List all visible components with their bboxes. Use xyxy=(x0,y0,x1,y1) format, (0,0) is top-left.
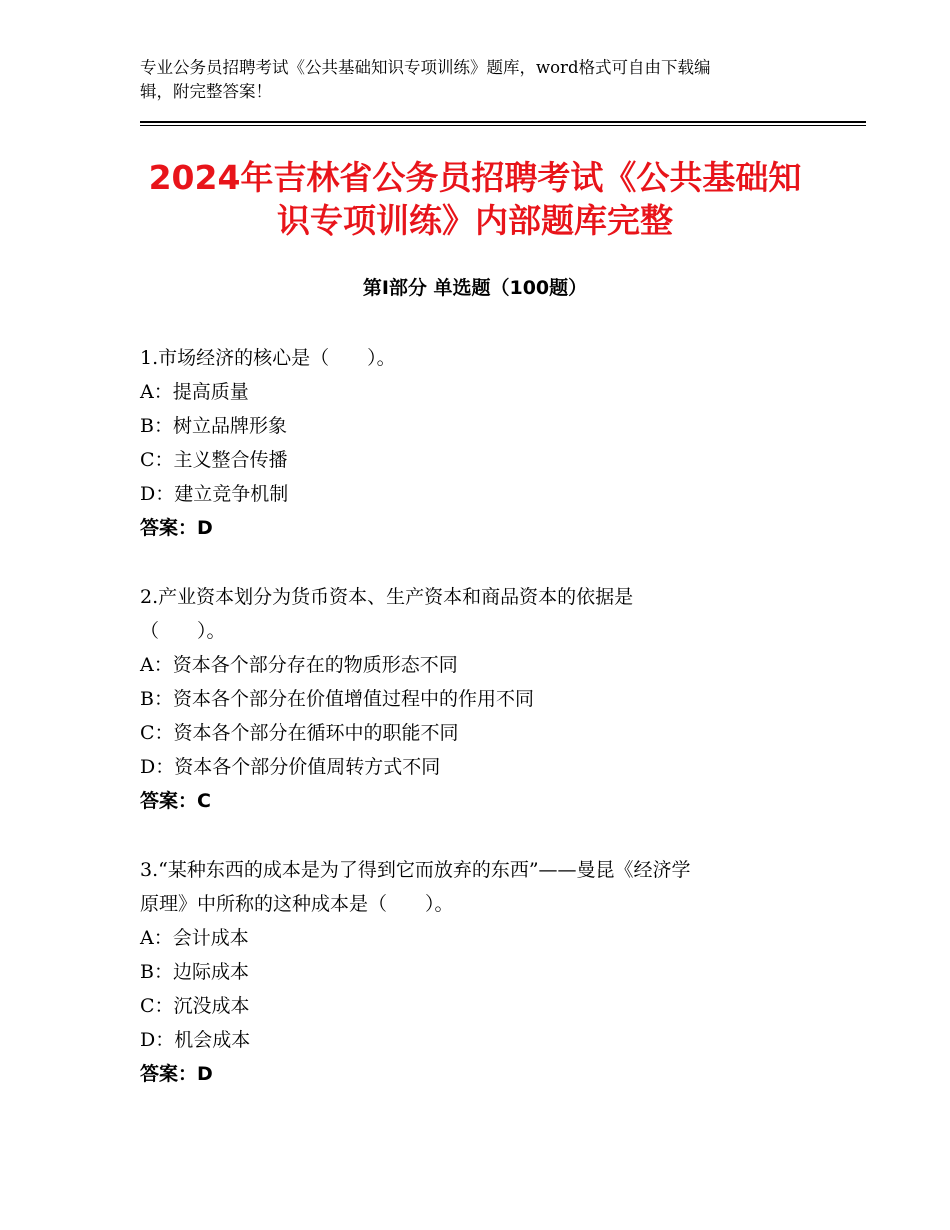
question-stem-line-2: 原理》中所称的这种成本是（ ）。 xyxy=(140,893,454,915)
option-a: A：会计成本 xyxy=(140,927,249,949)
question-stem-line-1: 3.“某种东西的成本是为了得到它而放弃的东西”——曼昆《经济学 xyxy=(140,859,691,881)
header-note xyxy=(140,56,800,104)
option-a: A：提高质量 xyxy=(140,381,249,403)
option-c: C：主义整合传播 xyxy=(140,449,288,471)
header-divider-thin xyxy=(140,125,866,126)
document-title-line-2: 识专项训练》内部题库完整 xyxy=(277,201,673,240)
option-c: C：资本各个部分在循环中的职能不同 xyxy=(140,722,459,744)
question-stem: 1.市场经济的核心是（ ）。 xyxy=(140,347,396,369)
question-2 xyxy=(140,580,820,818)
header-divider-thick xyxy=(140,121,866,123)
option-b: B：资本各个部分在价值增值过程中的作用不同 xyxy=(140,688,534,710)
option-d: D：建立竞争机制 xyxy=(140,483,289,505)
section-heading: 第Ⅰ部分 单选题（100题） xyxy=(362,277,588,299)
question-stem-line-1: 2.产业资本划分为货币资本、生产资本和商品资本的依据是 xyxy=(140,586,634,608)
question-stem-line-2: （ ）。 xyxy=(140,620,226,642)
header-note-line-1: 专业公务员招聘考试《公共基础知识专项训练》题库，word格式可自由下载编 xyxy=(140,58,711,77)
option-b: B：树立品牌形象 xyxy=(140,415,287,437)
answer-label: 答案：C xyxy=(140,790,211,812)
option-b: B：边际成本 xyxy=(140,961,249,983)
answer-label: 答案：D xyxy=(140,517,213,539)
document-title-line-1: 2024年吉林省公务员招聘考试《公共基础知 xyxy=(148,158,802,197)
option-c: C：沉没成本 xyxy=(140,995,250,1017)
option-d: D：机会成本 xyxy=(140,1029,251,1051)
question-3 xyxy=(140,853,820,1091)
header-note-line-2: 辑，附完整答案！ xyxy=(140,82,272,101)
question-1 xyxy=(140,341,820,545)
option-d: D：资本各个部分价值周转方式不同 xyxy=(140,756,441,778)
document-title xyxy=(100,156,850,242)
option-a: A：资本各个部分存在的物质形态不同 xyxy=(140,654,458,676)
answer-label: 答案：D xyxy=(140,1063,213,1085)
